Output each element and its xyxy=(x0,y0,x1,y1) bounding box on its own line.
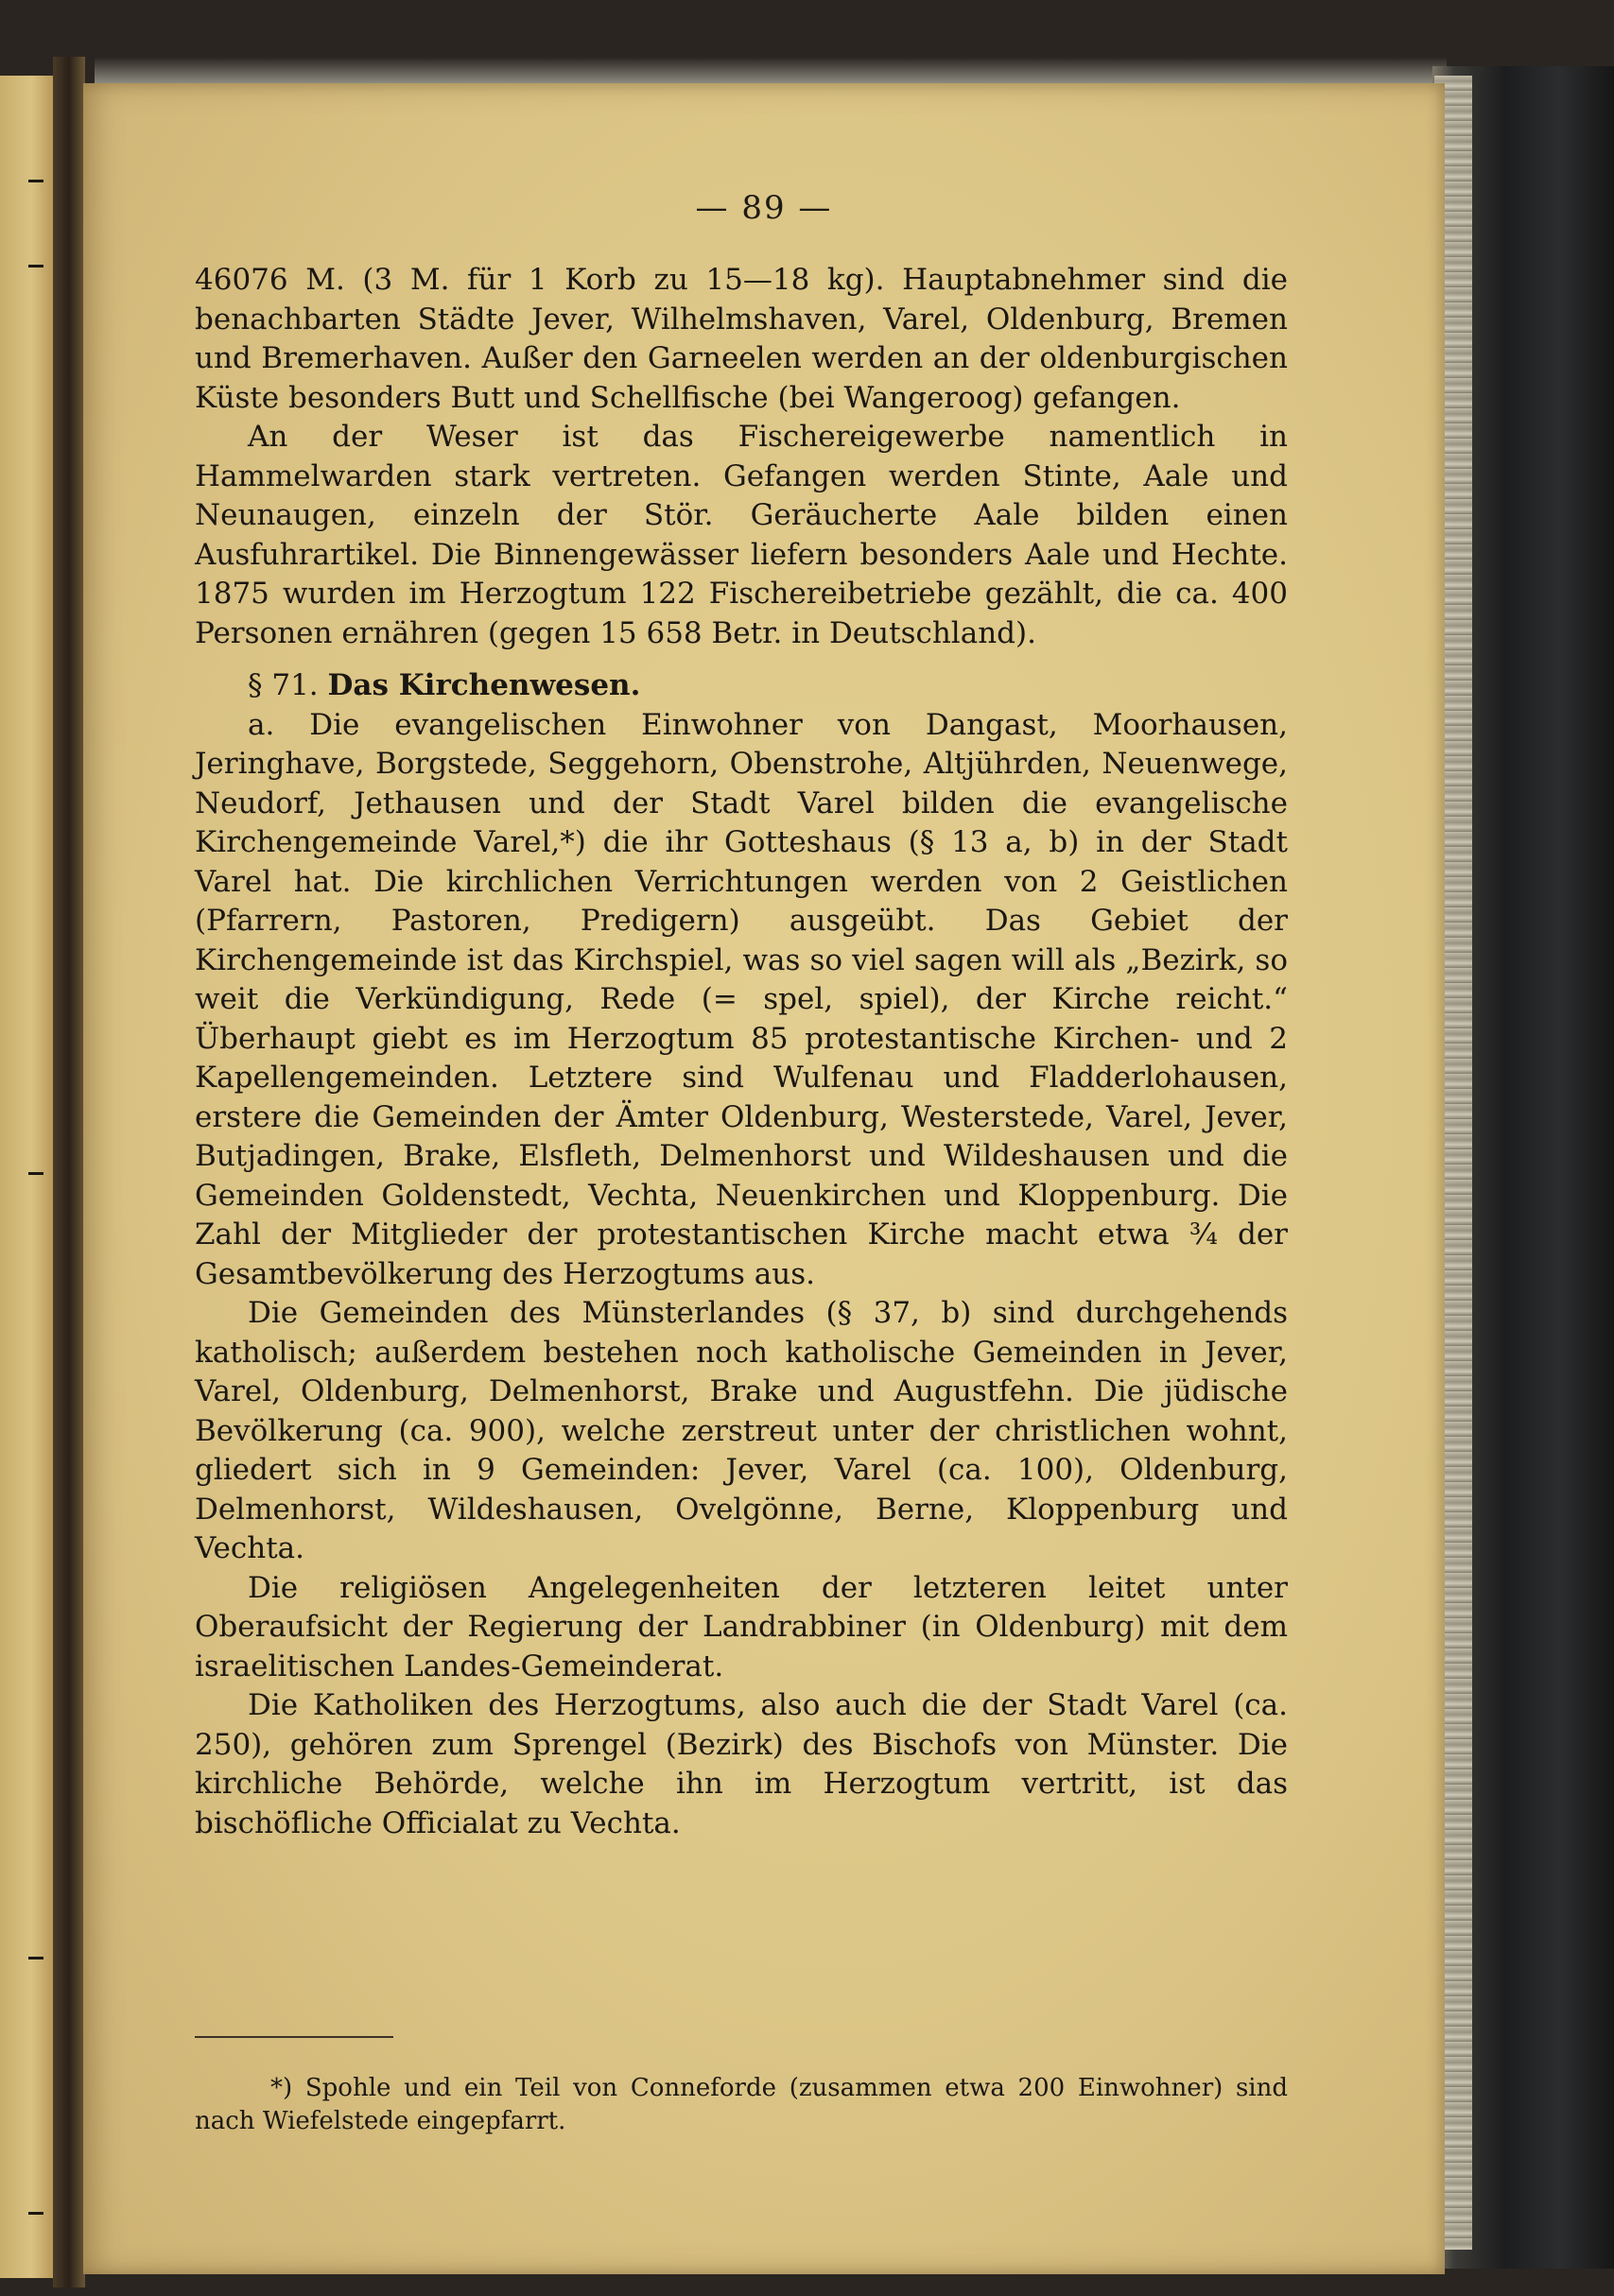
paragraph-evangelical: a. Die evangelischen Einwohner von Dangast, Moorhausen, Jeringhave, Borgstede, Seggehorn, Obenstrohe, Altjührden, Neuenwege, Neudorf, Jethausen und der Stadt Varel bilden die evangelische Kirchengemeinde Varel,*) die ihr Gotteshaus (§ 13 a, b) in der Stadt Varel hat. Die kirchlichen Verrichtungen werden von 2 Geistlichen (Pfarrern, Pastoren, Predigern) ausgeübt. Das Gebiet der Kirchengemeinde ist das Kirchspiel, was so viel sagen will als „Bezirk, so weit die Verkündigung, Rede (= spel, spiel), der Kirche reicht.“ Überhaupt giebt es im Herzogtum 85 protestantische Kirchen- und 2 Kapellengemeinden. Letztere sind Wulfenau und Fladderlohausen, erstere die Gemeinden der Ämter Oldenburg, Westerstede, Varel, Jever, Butjadingen, Brake, Elsfleth, Delmenhorst und Wildeshausen und die Gemeinden Goldenstedt, Vechta, Neuenkirchen und Kloppenburg. Die Zahl der Mitglieder der protestantischen Kirche macht etwa ¾ der Gesamtbevölkerung des Herzogtums aus. xyxy=(195,707,1288,1291)
paragraph-fishery-export: 46076 M. (3 M. für 1 Korb zu 15—18 kg). Hauptabnehmer sind die benachbarten Städte Jever, Wilhelmshaven, Varel, Oldenburg, Bremen und Bremerhaven. Außer den Garneelen werden an der oldenburgischen Küste besonders Butt und Schellfische (bei Wangeroog) gefangen. xyxy=(195,263,1288,415)
margin-mark xyxy=(28,180,43,182)
margin-mark xyxy=(28,1957,43,1959)
section-heading xyxy=(195,666,1288,706)
margin-mark xyxy=(28,265,43,268)
page-number: — 89 — xyxy=(695,189,833,227)
footnote: *) Spohle und ein Teil von Conneforde (zusammen etwa 200 Einwohner) sind nach Wiefelstede eingepfarrt. xyxy=(195,2074,1288,2135)
previous-page-edge xyxy=(0,76,53,2278)
paragraph-catholics: Die Katholiken des Herzogtums, also auch die der Stadt Varel (ca. 250), gehören zum Sprengel (Bezirk) des Bischofs von Münster. Die kirchliche Behörde, welche ihn im Herzogtum vertritt, ist das bischöfliche Officialat zu Vechta. xyxy=(195,1688,1288,1840)
book-gutter xyxy=(53,57,85,2287)
paragraph-muensterland: Die Gemeinden des Münsterlandes (§ 37, b) sind durchgehends katholisch; außerdem bestehen noch katholische Gemeinden in Jever, Varel, Oldenburg, Delmenhorst, Brake und Augustfehn. Die jüdische Bevölkerung (ca. 900), welche zerstreut unter der christlichen wohnt, gliedert sich in 9 Gemeinden: Jever, Varel (ca. 100), Oldenburg, Delmenhorst, Wildeshausen, Ovelgönne, Berne, Kloppenburg und Vechta. xyxy=(195,1296,1288,1565)
body-text xyxy=(195,261,1288,1843)
section-title: Das Kirchenwesen. xyxy=(327,668,641,702)
book-page xyxy=(83,83,1445,2274)
paragraph-weser-fishery: An der Weser ist das Fischereigewerbe namentlich in Hammelwarden stark vertreten. Gefangen werden Stinte, Aale und Neunaugen, einzeln der Stör. Geräucherte Aale bilden einen Ausfuhrartikel. Die Binnengewässer liefern besonders Aale und Hechte. 1875 wurden im Herzogtum 122 Fischereibetriebe gezählt, die ca. 400 Personen ernähren (gegen 15 658 Betr. in Deutschland). xyxy=(195,420,1288,650)
footnote-rule xyxy=(195,2036,393,2038)
margin-mark xyxy=(28,1172,43,1175)
paragraph-jewish-administration: Die religiösen Angelegenheiten der letzteren leitet unter Oberaufsicht der Regierung der Landrabbiner (in Oldenburg) mit dem israelitischen Landes-Gemeinderat. xyxy=(195,1570,1288,1683)
section-number: § 71. xyxy=(248,668,319,702)
spacer xyxy=(195,653,1288,666)
margin-mark xyxy=(28,2212,43,2215)
